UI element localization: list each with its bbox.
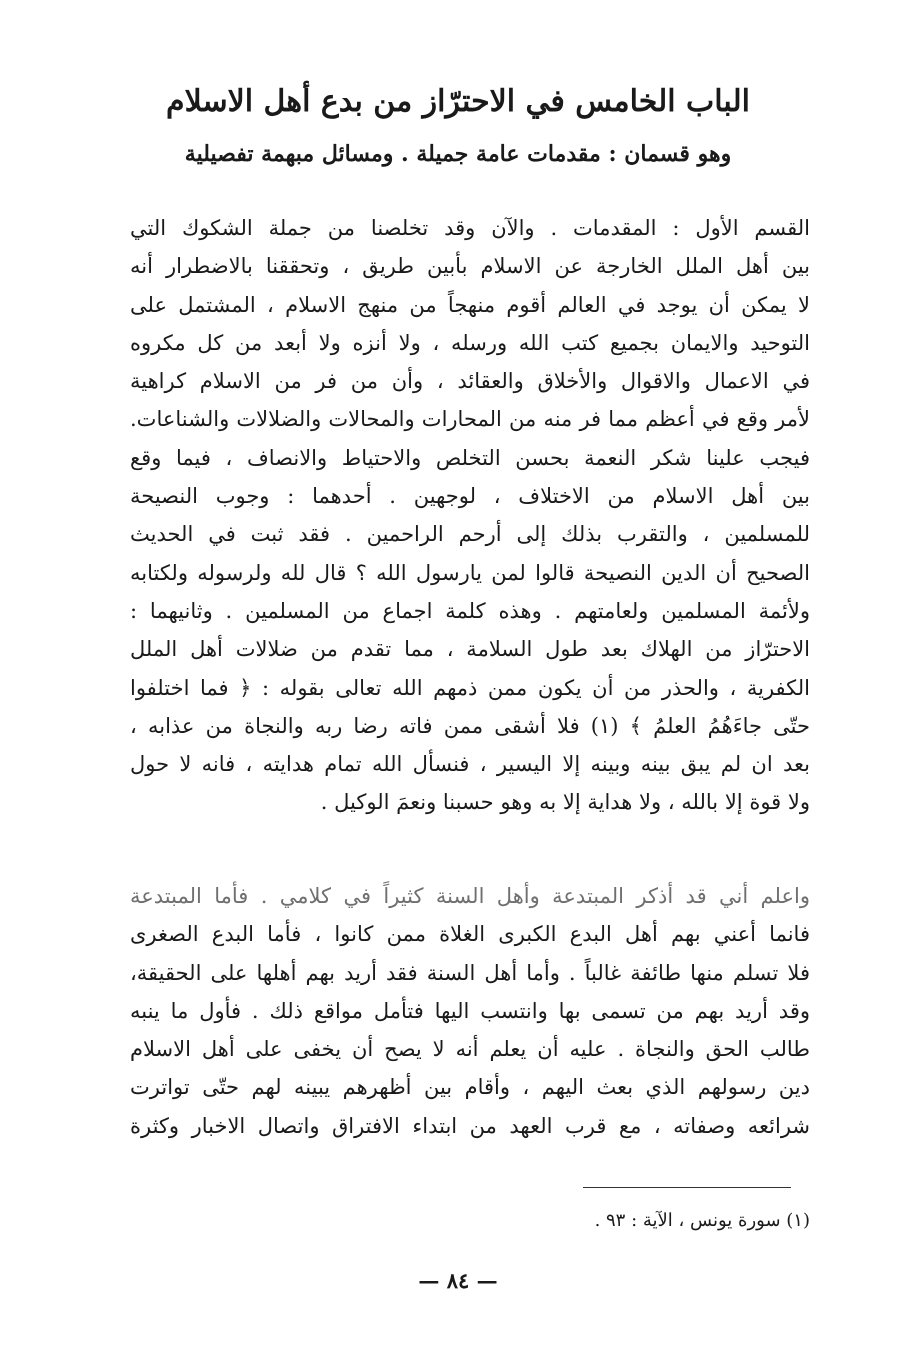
text-line: الاحترّاز من الهلاك بعد طول السلامة ، مما تقدم من ضلالات أهل الملل xyxy=(130,637,810,662)
text-line: واعلم أني قد أذكر المبتدعة وأهل السنة كثيراً في كلامي . فأما المبتدعة xyxy=(130,884,810,908)
text-line: للمسلمين ، والتقرب بذلك إلى أرحم الراحمين . فقد ثبت في الحديث xyxy=(130,522,810,547)
section-2-text xyxy=(130,877,810,1145)
text-line: ولأئمة المسلمين ولعامتهم . وهذه كلمة اجماع من المسلمين . وثانيهما : xyxy=(130,598,810,623)
text-line: ولا قوة إلا بالله ، ولا هداية إلا به وهو حسبنا ونعمَ الوكيل . xyxy=(320,790,810,815)
text-line: الكفرية ، والحذر من أن يكون ممن ذمهم الله تعالى بقوله : ﴿ فما اختلفوا xyxy=(130,675,810,700)
text-line: فلا تسلم منها طائفة غالباً . وأما أهل السنة فقد أريد بهم أهلها على الحقيقة، xyxy=(130,960,810,985)
text-line: في الاعمال والاقوال والأخلاق والعقائد ، وأن من فر من الاسلام كراهية xyxy=(130,369,810,394)
footnote: (١) سورة يونس ، الآية : ٩٣ . xyxy=(594,1210,810,1231)
text-line: لأمر وقع في أعظم مما فر منه من المحارات والمحالات والضلالات والشناعات. xyxy=(130,407,810,432)
text-line: بعد ان لم يبق بينه وبينه إلا اليسير ، فنسأل الله تمام هدايته ، فانه لا حول xyxy=(130,752,810,777)
text-line: الصحيح أن الدين النصيحة قالوا لمن يارسول الله ؟ قال لله ولرسوله ولكتابه xyxy=(130,560,810,585)
text-line: فانما أعني بهم أهل البدع الكبرى الغلاة ممن كانوا ، فأما البدع الصغرى xyxy=(130,922,810,947)
text-line: وقد أريد بهم من تسمى بها وانتسب اليها فتأمل مواقع ذلك . فأول ما ينبه xyxy=(130,998,810,1023)
text-line: حتّى جاءَهُمُ العلمُ ﴾ (١) فلا أشقى ممن فاته رضا ربه والنجاة من عذابه ، xyxy=(130,713,810,738)
text-line: فيجب علينا شكر النعمة بحسن التخلص والاحتياط والانصاف ، فيما وقع xyxy=(130,445,810,470)
text-line: دين رسولهم الذي بعث اليهم ، وأقام بين أظهرهم يبينه لهم حتّى تواترت xyxy=(130,1075,810,1100)
text-line: لا يمكن أن يوجد في العالم أقوم منهجاً من منهج الاسلام ، المشتمل على xyxy=(130,292,810,317)
footnote-divider xyxy=(583,1187,791,1188)
text-line: طالب الحق والنجاة . عليه أن يعلم أنه لا يصح أن يخفى على أهل الاسلام xyxy=(130,1037,810,1062)
section-1-text xyxy=(130,209,810,822)
text-line: القسم الأول : المقدمات . والآن وقد تخلصنا من جملة الشكوك التي xyxy=(130,216,810,240)
text-line: بين أهل الملل الخارجة عن الاسلام بأبين طريق ، وتحققنا بالاضطرار أنه xyxy=(130,254,810,279)
chapter-title: الباب الخامس في الاحترّاز من بدع أهل الاسلام xyxy=(166,84,750,119)
text-line: شرائعه وصفاته ، مع قرب العهد من ابتداء الافتراق واتصال الاخبار وكثرة xyxy=(130,1113,810,1138)
text-line: بين أهل الاسلام من الاختلاف ، لوجهين . أحدهما : وجوب النصيحة xyxy=(130,484,810,509)
page-number: — ٨٤ — xyxy=(418,1268,498,1293)
text-line: التوحيد والايمان بجميع كتب الله ورسله ، ولا أنزه ولا أبعد من كل مكروه xyxy=(130,330,810,355)
chapter-subtitle: وهو قسمان : مقدمات عامة جميلة . ومسائل مبهمة تفصيلية xyxy=(184,141,732,167)
